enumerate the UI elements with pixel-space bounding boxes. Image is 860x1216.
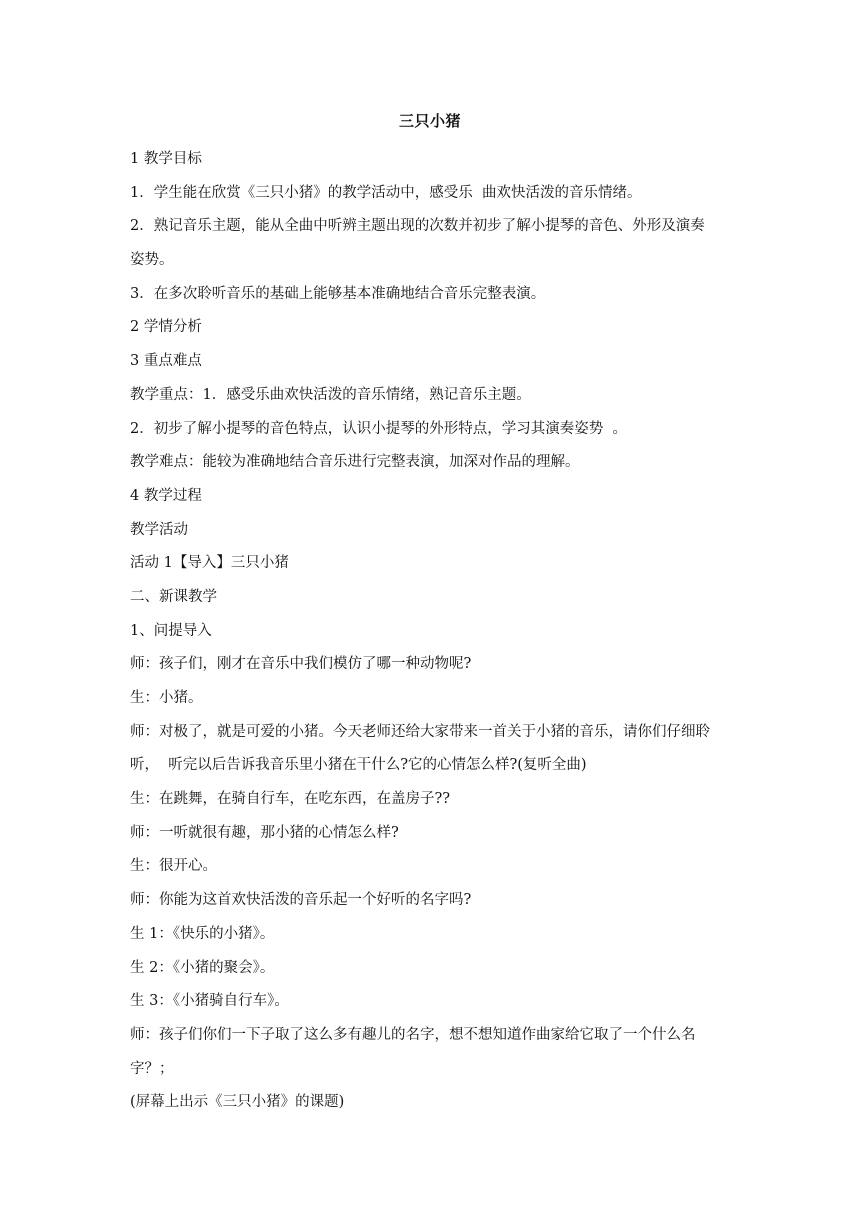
paragraph-line: 1、问提导入 — [130, 622, 212, 639]
paragraph-line: 字？； — [130, 1060, 174, 1077]
paragraph-line: 师：孩子们，刚才在音乐中我们模仿了哪一种动物呢? — [130, 656, 472, 673]
paragraph-line: 姿势。 — [130, 252, 174, 269]
paragraph-line: 1 教学目标 — [130, 151, 202, 167]
paragraph-line: 生：小猪。 — [130, 690, 203, 706]
section-heading: 2 学情分析 — [130, 319, 202, 336]
paragraph-line: 生 1：《快乐的小猪》。 — [130, 925, 275, 942]
paragraph-line: 生 3：《小猪骑自行车》。 — [130, 993, 289, 1010]
paragraph-line: 2．初步了解小提琴的音色特点，认识小提琴的外形特点，学习其演奏姿势 。 — [130, 420, 627, 437]
paragraph-line: 活动 1【导入】三只小猪 — [130, 555, 289, 572]
paragraph-line: 教学重点：1．感受乐曲欢快活泼的音乐情绪，熟记音乐主题。 — [130, 386, 531, 403]
paragraph-line: 二、新课教学 — [130, 588, 217, 605]
section-heading: 3 重点难点 — [130, 353, 202, 370]
paragraph-line: 师：孩子们你们一下子取了这么多有趣儿的名字，想不想知道作曲家给它取了一个什么名 — [130, 1026, 696, 1043]
paragraph-line: (屏幕上出示《三只小猪》的课题) — [130, 1094, 345, 1111]
paragraph-line: 3．在多次聆听音乐的基础上能够基本准确地结合音乐完整表演。 — [130, 285, 546, 302]
document-body — [130, 143, 734, 1120]
paragraph-line: 听， 听完以后告诉我音乐里小猪在干什么?它的心情怎么样?(复听全曲) — [130, 757, 587, 774]
document-title: 三只小猪 — [398, 112, 461, 130]
paragraph-line: 生 2：《小猪的聚会》。 — [130, 959, 275, 976]
paragraph-line: 2．熟记音乐主题，能从全曲中听辨主题出现的次数并初步了解小提琴的音色、外形及演奏 — [130, 218, 705, 235]
paragraph-line: 教学活动 — [130, 521, 188, 538]
paragraph-line: 生：很开心。 — [130, 858, 217, 875]
paragraph-line: 教学难点：能较为准确地结合音乐进行完整表演，加深对作品的理解。 — [130, 454, 580, 471]
paragraph-line: 师：一听就很有趣，那小猪的心情怎么样? — [130, 824, 399, 841]
paragraph-line: 师：对极了，就是可爱的小猪。今天老师还给大家带来一首关于小猪的音乐，请你们仔细聆 — [130, 723, 710, 740]
paragraph-line: 师：你能为这首欢快活泼的音乐起一个好听的名字吗? — [130, 892, 472, 909]
section-heading: 4 教学过程 — [130, 487, 202, 504]
paragraph-line: 1．学生能在欣赏《三只小猪》的教学活动中，感受乐 曲欢快活泼的音乐情绪。 — [130, 184, 642, 201]
paragraph-line: 生：在跳舞，在骑自行车，在吃东西，在盖房子?? — [130, 791, 451, 808]
